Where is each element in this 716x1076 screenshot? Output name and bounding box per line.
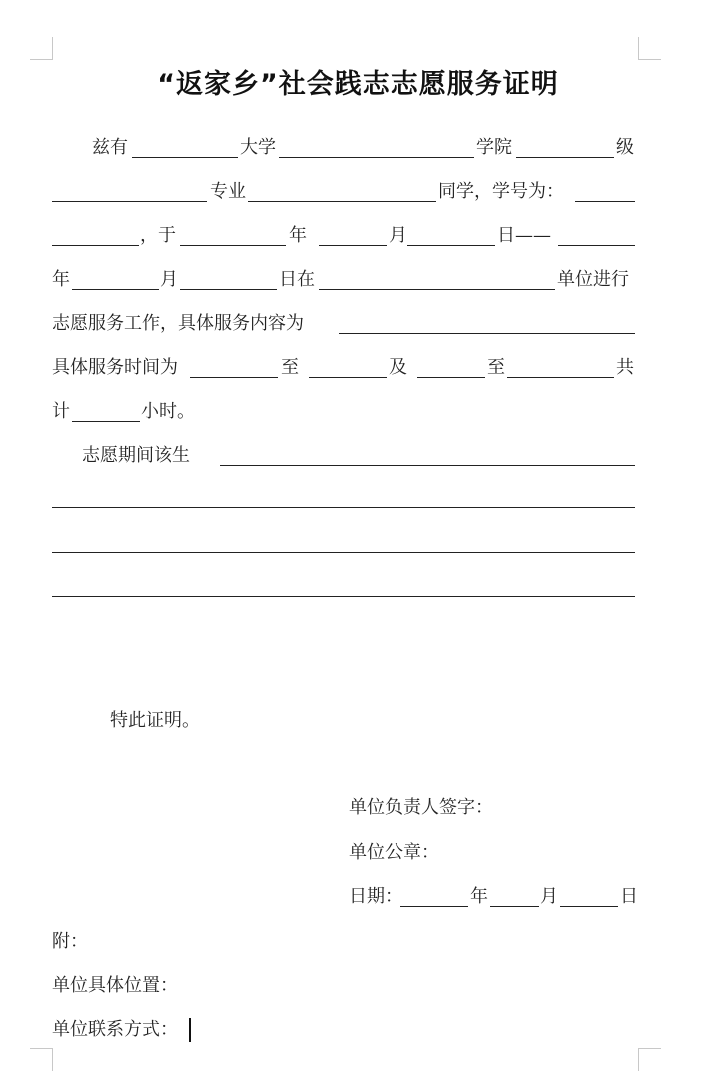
date-label: 日期： [349,886,403,907]
body-line-7 [52,399,635,425]
blank-sign-year[interactable] [400,906,468,907]
text-zhi2: 至 [487,357,505,378]
body-line-6 [52,355,635,381]
closing-text: 特此证明。 [110,710,200,731]
blank-service-content[interactable] [339,333,635,334]
appendix-location-line [52,973,635,999]
location-label: 单位具体位置： [52,975,178,996]
text-daxue: 大学 [240,137,276,158]
blank-evaluation-3[interactable] [52,552,635,553]
blank-major[interactable] [248,201,436,202]
blank-time-to-1[interactable] [309,377,387,378]
text-xueyuan: 学院 [476,137,512,158]
date-year-text: 年 [470,886,488,907]
blank-student-id-cont[interactable] [52,245,139,246]
body-line-3 [52,223,635,249]
blank-grade-cont[interactable] [52,201,207,202]
text-hours: 小时。 [141,401,195,422]
blank-evaluation-1[interactable] [220,465,635,466]
date-month-text: 月 [540,886,558,907]
signature-date-line [52,884,638,910]
text-ciyou: 兹有 [92,137,128,158]
text-evaluation-label: 志愿期间该生 [82,445,190,466]
evaluation-line-4 [52,574,635,600]
text-zhuanye: 专业 [210,181,246,202]
blank-end-month[interactable] [72,289,159,290]
text-ji-and: 及 [389,357,407,378]
blank-sign-month[interactable] [490,906,539,907]
body-line-8 [52,443,635,469]
blank-total-hours[interactable] [72,421,140,422]
text-nian2: 年 [52,269,70,290]
text-ji-total: 计 [52,401,70,422]
text-yue: 月 [389,225,407,246]
text-gong: 共 [616,357,634,378]
seal-label: 单位公章： [349,842,439,863]
text-nian: 年 [289,225,307,246]
blank-evaluation-4[interactable] [52,596,635,597]
text-rizai: 日在 [279,269,315,290]
corner-mark-bottom-left [30,1048,53,1071]
text-service-time: 具体服务时间为 [52,357,178,378]
leader-signature-label: 单位负责人签字： [349,797,493,818]
body-line-4 [52,267,635,293]
blank-evaluation-2[interactable] [52,507,635,508]
blank-grade[interactable] [516,157,614,158]
blank-start-day[interactable] [407,245,495,246]
text-tongxue: 同学，学号为： [438,181,564,202]
corner-mark-top-left [30,37,53,60]
appendix-line [52,929,635,955]
evaluation-line-2 [52,485,635,511]
text-yu: ，于 [140,225,176,246]
signature-seal-line [52,840,635,866]
text-cursor [189,1018,191,1042]
appendix-label: 附： [52,931,88,952]
blank-end-day[interactable] [180,289,277,290]
blank-school[interactable] [279,157,474,158]
blank-start-year[interactable] [180,245,286,246]
corner-mark-top-right [638,37,661,60]
text-ri-dash: 日—— [497,225,551,246]
signature-leader-line [52,795,635,821]
document-title: “返家乡”社会践志志愿服务证明 [157,69,559,100]
text-service-content: 志愿服务工作，具体服务内容为 [52,313,304,334]
blank-time-from-1[interactable] [190,377,278,378]
closing-line [52,708,635,734]
evaluation-line-3 [52,530,635,556]
text-zhi: 至 [281,357,299,378]
contact-label: 单位联系方式： [52,1019,178,1040]
blank-university[interactable] [132,157,238,158]
blank-end-year[interactable] [558,245,635,246]
date-day-text: 日 [620,886,638,907]
blank-student-id[interactable] [575,201,635,202]
body-line-1 [52,135,635,161]
blank-time-to-2[interactable] [507,377,614,378]
text-ji: 级 [616,137,634,158]
body-line-5 [52,311,635,337]
blank-sign-day[interactable] [560,906,618,907]
blank-organization[interactable] [319,289,555,290]
text-danwei-jinxing: 单位进行 [557,269,629,290]
blank-time-from-2[interactable] [417,377,485,378]
corner-mark-bottom-right [638,1048,661,1071]
body-line-2 [52,179,635,205]
appendix-contact-line[interactable] [52,1017,635,1043]
blank-start-month[interactable] [319,245,387,246]
text-yue2: 月 [160,269,178,290]
